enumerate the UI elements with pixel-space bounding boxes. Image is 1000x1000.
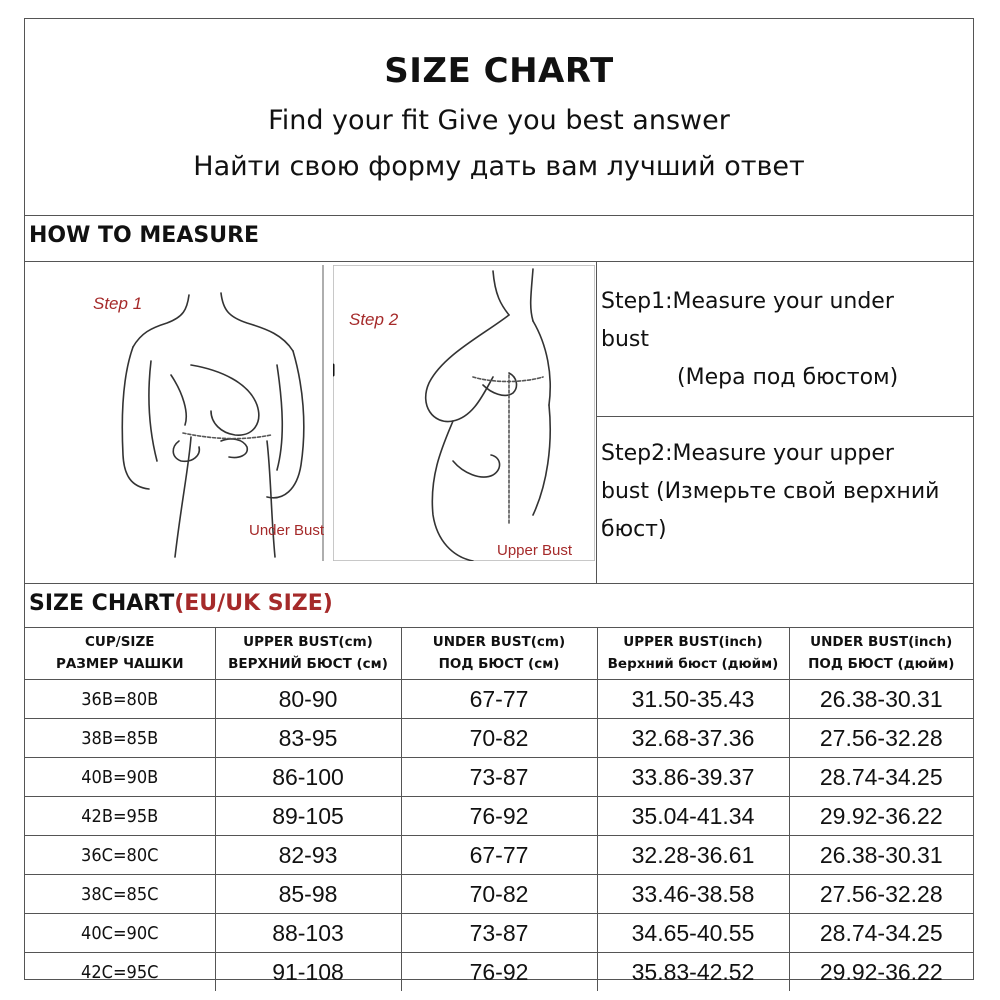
column-header-en: UNDER BUST(cm)	[432, 634, 566, 650]
subtitle-russian: Найти свою форму дать вам лучший ответ	[193, 151, 805, 182]
measure-section	[25, 261, 973, 584]
cell-upper-bust-inch: 33.86-39.37	[597, 758, 789, 797]
cell-upper-bust-cm: 88-103	[215, 914, 401, 953]
measure-divider-vertical	[596, 261, 597, 583]
cell-upper-bust-inch: 32.28-36.61	[597, 836, 789, 875]
cell-under-bust-cm: 73-87	[401, 758, 597, 797]
step-1-instructions	[601, 283, 967, 397]
cell-upper-bust-cm: 83-95	[215, 719, 401, 758]
size-table-header-row	[25, 627, 973, 680]
size-chart-heading-row	[25, 583, 973, 628]
measure-divider-horizontal	[596, 416, 973, 417]
cell-upper-bust-cm: 91-108	[215, 953, 401, 992]
cell-under-bust-inch: 28.74-34.25	[789, 758, 973, 797]
header-section	[25, 19, 973, 216]
cell-under-bust-cm: 76-92	[401, 953, 597, 992]
upper-bust-drawing	[333, 265, 595, 561]
cell-under-bust-cm: 70-82	[401, 719, 597, 758]
column-header-under-bust-inch	[789, 627, 973, 680]
size-chart-heading	[29, 591, 333, 616]
cell-upper-bust-inch: 33.46-38.58	[597, 875, 789, 914]
cell-under-bust-cm: 76-92	[401, 797, 597, 836]
column-header-upper-bust-inch	[597, 627, 789, 680]
cell-upper-bust-inch: 34.65-40.55	[597, 914, 789, 953]
table-row	[25, 758, 973, 797]
cell-upper-bust-inch: 32.68-37.36	[597, 719, 789, 758]
cell-cup-size: 42B=95B	[25, 797, 215, 836]
upper-bust-caption: Upper Bust	[497, 542, 573, 559]
column-header-en: UPPER BUST(inch)	[623, 634, 763, 650]
column-header-upper-bust-cm	[215, 627, 401, 680]
step-2-label: Step 2	[349, 310, 399, 329]
page-title: SIZE CHART	[384, 51, 614, 91]
cell-cup-size: 40C=90C	[25, 914, 215, 953]
cell-upper-bust-inch: 35.83-42.52	[597, 953, 789, 992]
under-bust-drawing	[71, 265, 329, 561]
cell-upper-bust-inch: 35.04-41.34	[597, 797, 789, 836]
size-chart-frame	[24, 18, 974, 985]
table-row	[25, 875, 973, 914]
table-row	[25, 914, 973, 953]
cell-upper-bust-cm: 80-90	[215, 680, 401, 719]
size-table-body	[25, 680, 973, 992]
cell-under-bust-cm: 67-77	[401, 680, 597, 719]
column-header-under-bust-cm	[401, 627, 597, 680]
cell-cup-size: 36B=80B	[25, 680, 215, 719]
table-row	[25, 797, 973, 836]
how-to-measure-heading-row	[25, 215, 973, 262]
cell-under-bust-cm: 70-82	[401, 875, 597, 914]
table-row	[25, 680, 973, 719]
subtitle-english: Find your fit Give you best answer	[268, 105, 730, 136]
cell-under-bust-inch: 26.38-30.31	[789, 680, 973, 719]
column-header-en: CUP/SIZE	[85, 634, 155, 650]
under-bust-caption: Under Bust	[249, 522, 325, 539]
cell-upper-bust-cm: 86-100	[215, 758, 401, 797]
cell-upper-bust-cm: 89-105	[215, 797, 401, 836]
step-1-line-1: Step1:Measure your under	[601, 289, 894, 314]
cell-upper-bust-cm: 82-93	[215, 836, 401, 875]
cell-under-bust-inch: 29.92-36.22	[789, 797, 973, 836]
cell-under-bust-inch: 26.38-30.31	[789, 836, 973, 875]
size-chart-heading-black: SIZE CHART	[29, 591, 175, 616]
cell-cup-size: 36C=80C	[25, 836, 215, 875]
step-2-line-3: бюст)	[601, 517, 667, 542]
column-header-ru: ПОД БЮСТ (см)	[438, 656, 560, 672]
table-row	[25, 719, 973, 758]
size-table	[25, 627, 973, 991]
step-1-line-3: (Мера под бюстом)	[677, 365, 899, 390]
column-header-ru: Верхний бюст (дюйм)	[607, 656, 779, 672]
cell-under-bust-cm: 67-77	[401, 836, 597, 875]
column-header-en: UPPER BUST(cm)	[243, 634, 373, 650]
cell-cup-size: 38B=85B	[25, 719, 215, 758]
cell-cup-size: 40B=90B	[25, 758, 215, 797]
cell-under-bust-inch: 29.92-36.22	[789, 953, 973, 992]
cell-under-bust-cm: 73-87	[401, 914, 597, 953]
cell-cup-size: 38C=85C	[25, 875, 215, 914]
table-row	[25, 953, 973, 992]
column-header-ru: ВЕРХНИЙ БЮСТ (см)	[228, 656, 388, 672]
cell-under-bust-inch: 27.56-32.28	[789, 875, 973, 914]
column-header-en: UNDER BUST(inch)	[810, 634, 953, 650]
step-1-line-2: bust	[601, 327, 649, 352]
size-chart-heading-red: (EU/UK SIZE)	[174, 591, 333, 616]
under-bust-illustration	[71, 265, 329, 561]
how-to-measure-heading: HOW TO MEASURE	[29, 223, 260, 248]
cell-cup-size: 42C=95C	[25, 953, 215, 992]
step-1-label: Step 1	[93, 294, 143, 313]
cell-under-bust-inch: 28.74-34.25	[789, 914, 973, 953]
cell-under-bust-inch: 27.56-32.28	[789, 719, 973, 758]
step-2-instructions	[601, 435, 971, 549]
column-header-ru: РАЗМЕР ЧАШКИ	[55, 656, 184, 672]
cell-upper-bust-cm: 85-98	[215, 875, 401, 914]
upper-bust-illustration	[333, 265, 595, 561]
column-header-ru: ПОД БЮСТ (дюйм)	[808, 656, 955, 672]
step-2-line-1: Step2:Measure your upper	[601, 441, 894, 466]
column-header-cup-size	[25, 627, 215, 680]
table-row	[25, 836, 973, 875]
cell-upper-bust-inch: 31.50-35.43	[597, 680, 789, 719]
step-2-line-2: bust (Измерьте свой верхний	[601, 479, 940, 504]
